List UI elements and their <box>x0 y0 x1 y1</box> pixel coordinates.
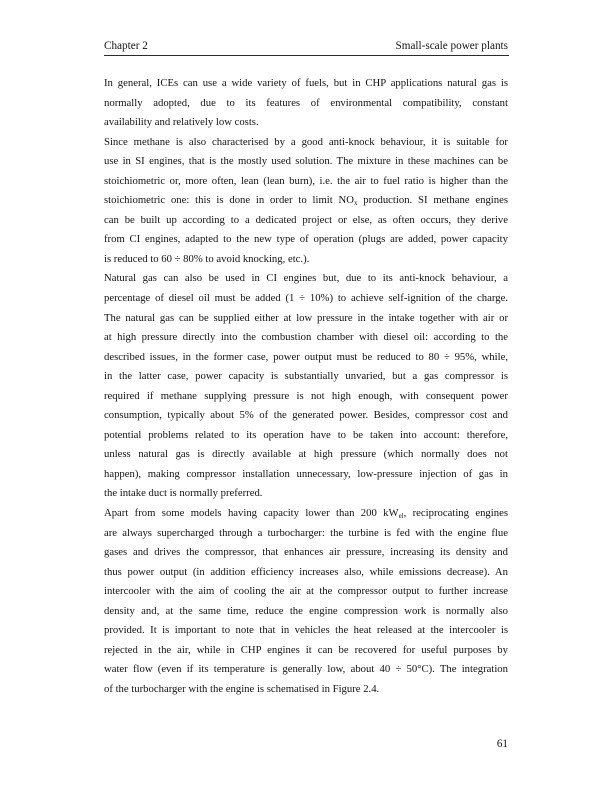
text-line: Apart from some models having capacity lower than 200 $kW_{el}$, reciprocating engines <box>104 507 508 520</box>
chapter-label: Chapter 2 <box>104 40 148 52</box>
text-line: at high pressure directly into the combustion chamber with diesel oil: according to the <box>104 331 508 344</box>
text-line: unless natural gas is directly available at high pressure (which normally does not <box>104 448 508 461</box>
text-line: in the latter case, power capacity is substantially unvaried, but a gas compressor is <box>104 370 508 383</box>
paragraph <box>104 74 508 133</box>
text-line: thus power output (in addition efficiency increases also, while emissions decrease). An <box>104 565 508 578</box>
text-line: can be built up according to a dedicated project or else, as often occurs, they derive <box>104 213 508 226</box>
text-line: The natural gas can be supplied either at low pressure in the intake together with air or <box>104 311 508 324</box>
text-line: happen), making compressor installation unnecessary, low-pressure injection of gas in <box>104 467 508 480</box>
text-line: are always supercharged through a turbocharger: the turbine is fed with the engine flue <box>104 526 508 539</box>
text-line: intercooler with the aim of cooling the air at the compressor output to further increase <box>104 585 508 598</box>
text-line: consumption, typically about 5% of the generated power. Besides, compressor cost and <box>104 409 508 422</box>
paragraph <box>104 504 508 699</box>
text-line: In general, ICEs can use a wide variety of fuels, but in CHP applications natural gas is <box>104 77 508 89</box>
text-line: rejected in the air, while in CHP engines it can be recovered for useful purposes by <box>104 643 508 656</box>
text-line: stoichiometric one: this is done in order to limit $NO_x$ production. SI methane engines <box>104 194 508 208</box>
page-number: 61 <box>496 738 508 750</box>
text-line: availability and relatively low costs. <box>104 116 259 129</box>
paragraph <box>104 133 508 270</box>
text-line: Since methane is also characterised by a good anti-knock behaviour, it is suitable for <box>104 135 508 148</box>
running-header <box>104 39 508 53</box>
text-line: described issues, in the former case, power output must be reduced to 80 ÷ 95%, while, <box>104 350 508 363</box>
text-line: use in SI engines, that is the mostly used solution. The mixture in these machines can be <box>104 155 508 168</box>
text-line: normally adopted, due to its features of environmental compatibility, constant <box>104 96 508 109</box>
text-line: percentage of diesel oil must be added (1 ÷ 10%) to achieve self-ignition of the charge. <box>104 292 508 305</box>
text-line: stoichiometric or, more often, lean (lean burn), i.e. the air to fuel ratio is higher than the <box>104 174 508 187</box>
text-line: required if methane supplying pressure is not high enough, with consequent power <box>104 389 508 402</box>
text-line: provided. It is important to note that in vehicles the heat released at the intercooler is <box>104 624 508 637</box>
text-line: the intake duct is normally preferred. <box>104 487 263 500</box>
text-line: gases and drives the compressor, that enhances air pressure, increasing its density and <box>104 546 508 559</box>
text-line: Natural gas can also be used in CI engines but, due to its anti-knock behaviour, a <box>104 272 508 285</box>
text-line: potential problems related to its operation have to be taken into account: therefore, <box>104 428 508 441</box>
header-divider <box>104 55 509 56</box>
section-title: Small-scale power plants <box>395 40 508 52</box>
text-line: is reduced to 60 ÷ 80% to avoid knocking, etc.). <box>104 252 310 265</box>
text-line: from CI engines, adapted to the new type of operation (plugs are added, power capacity <box>104 233 508 246</box>
text-line: density and, at the same time, reduce the engine compression work is normally also <box>104 604 508 617</box>
text-line: water flow (even if its temperature is generally low, about 40 ÷ 50°C). The integration <box>104 663 508 676</box>
body-text <box>104 74 508 700</box>
text-line: of the turbocharger with the engine is schematised in Figure 2.4. <box>104 682 380 695</box>
paragraph <box>104 269 508 504</box>
